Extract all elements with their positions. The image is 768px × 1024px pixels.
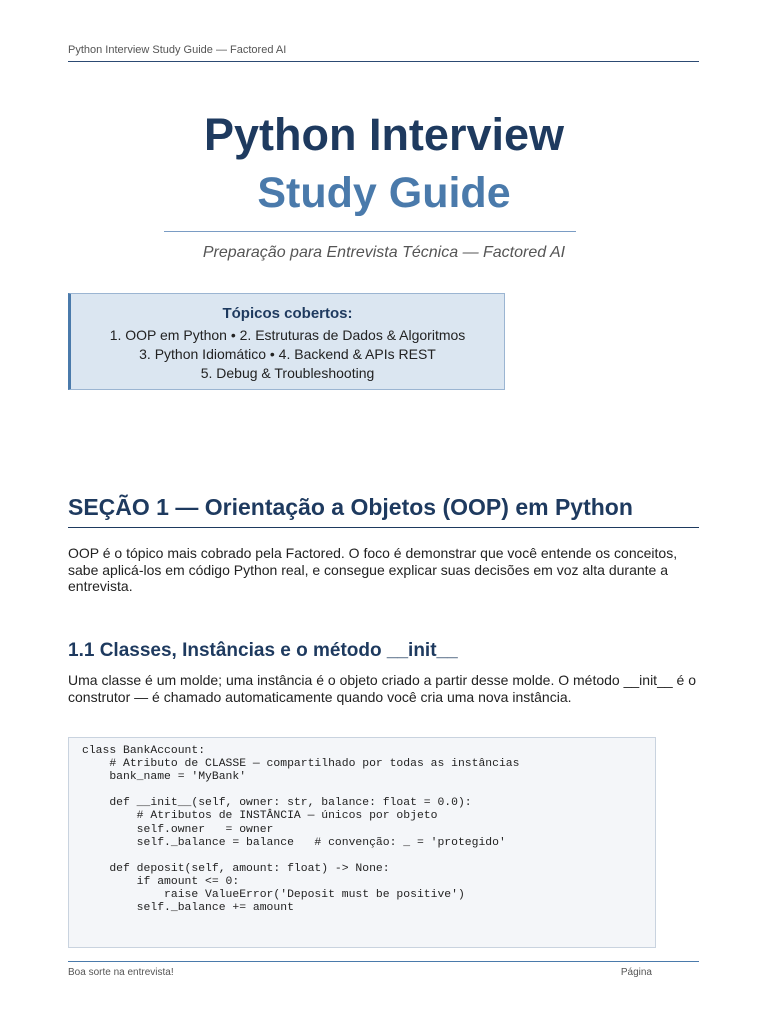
page-header-text: Python Interview Study Guide — Factored AI (68, 44, 287, 56)
document-subtitle: Study Guide (257, 169, 511, 217)
code-line: if amount <= 0: (82, 875, 240, 888)
topics-line: 5. Debug & Troubleshooting (200, 365, 375, 381)
code-line: # Atributo de CLASSE — compartilhado por todas as instâncias (82, 758, 520, 771)
page-header (68, 44, 699, 62)
document-title: Python Interview (203, 109, 565, 160)
topics-line: 3. Python Idiomático • 4. Backend & APIs REST (139, 346, 436, 362)
text-line: OOP é o tópico mais cobrado pela Factored. O foco é demonstrar que você entende os conceitos, (68, 545, 678, 561)
title-divider (164, 231, 576, 232)
code-line: self.owner = owner (82, 823, 274, 836)
code-line: def deposit(self, amount: float) -> None: (82, 862, 390, 875)
code-line: def __init__(self, owner: str, balance: float = 0.0): (82, 797, 472, 810)
topics-box (68, 293, 505, 390)
footer-left-text: Boa sorte na entrevista! (68, 967, 174, 978)
subsection-heading: 1.1 Classes, Instâncias e o método __init__ (68, 640, 458, 661)
section-heading: SEÇÃO 1 — Orientação a Objetos (OOP) em Python (68, 494, 699, 528)
page-footer (68, 961, 699, 978)
code-line: self._balance = balance # convenção: _ = 'protegido' (82, 836, 506, 849)
footer-page-label: Página (620, 967, 652, 978)
document-tagline: Preparação para Entrevista Técnica — Factored AI (202, 244, 566, 261)
code-line: bank_name = 'MyBank' (82, 771, 247, 784)
topics-line: 1. OOP em Python • 2. Estruturas de Dados & Algoritmos (109, 327, 466, 343)
text-line: construtor — é chamado automaticamente quando você cria uma nova instância. (68, 688, 572, 705)
code-line: class BankAccount: (82, 745, 206, 757)
code-block (68, 737, 656, 948)
topics-heading: Tópicos cobertos: (222, 305, 353, 322)
section-intro-paragraph (68, 545, 698, 595)
subsection-paragraph (68, 672, 698, 705)
text-line: Uma classe é um molde; uma instância é o objeto criado a partir desse molde. O método __init__ é o (68, 672, 696, 688)
code-line (82, 850, 655, 863)
code-line (82, 784, 655, 797)
text-line: sabe aplicá-los em código Python real, e consegue explicar suas decisões em voz alta durante a (68, 561, 669, 578)
code-line: # Atributos de INSTÂNCIA — únicos por objeto (82, 810, 438, 823)
code-line: raise ValueError('Deposit must be positive') (82, 889, 465, 902)
text-line: entrevista. (68, 578, 133, 594)
code-line: self._balance += amount (82, 902, 294, 915)
